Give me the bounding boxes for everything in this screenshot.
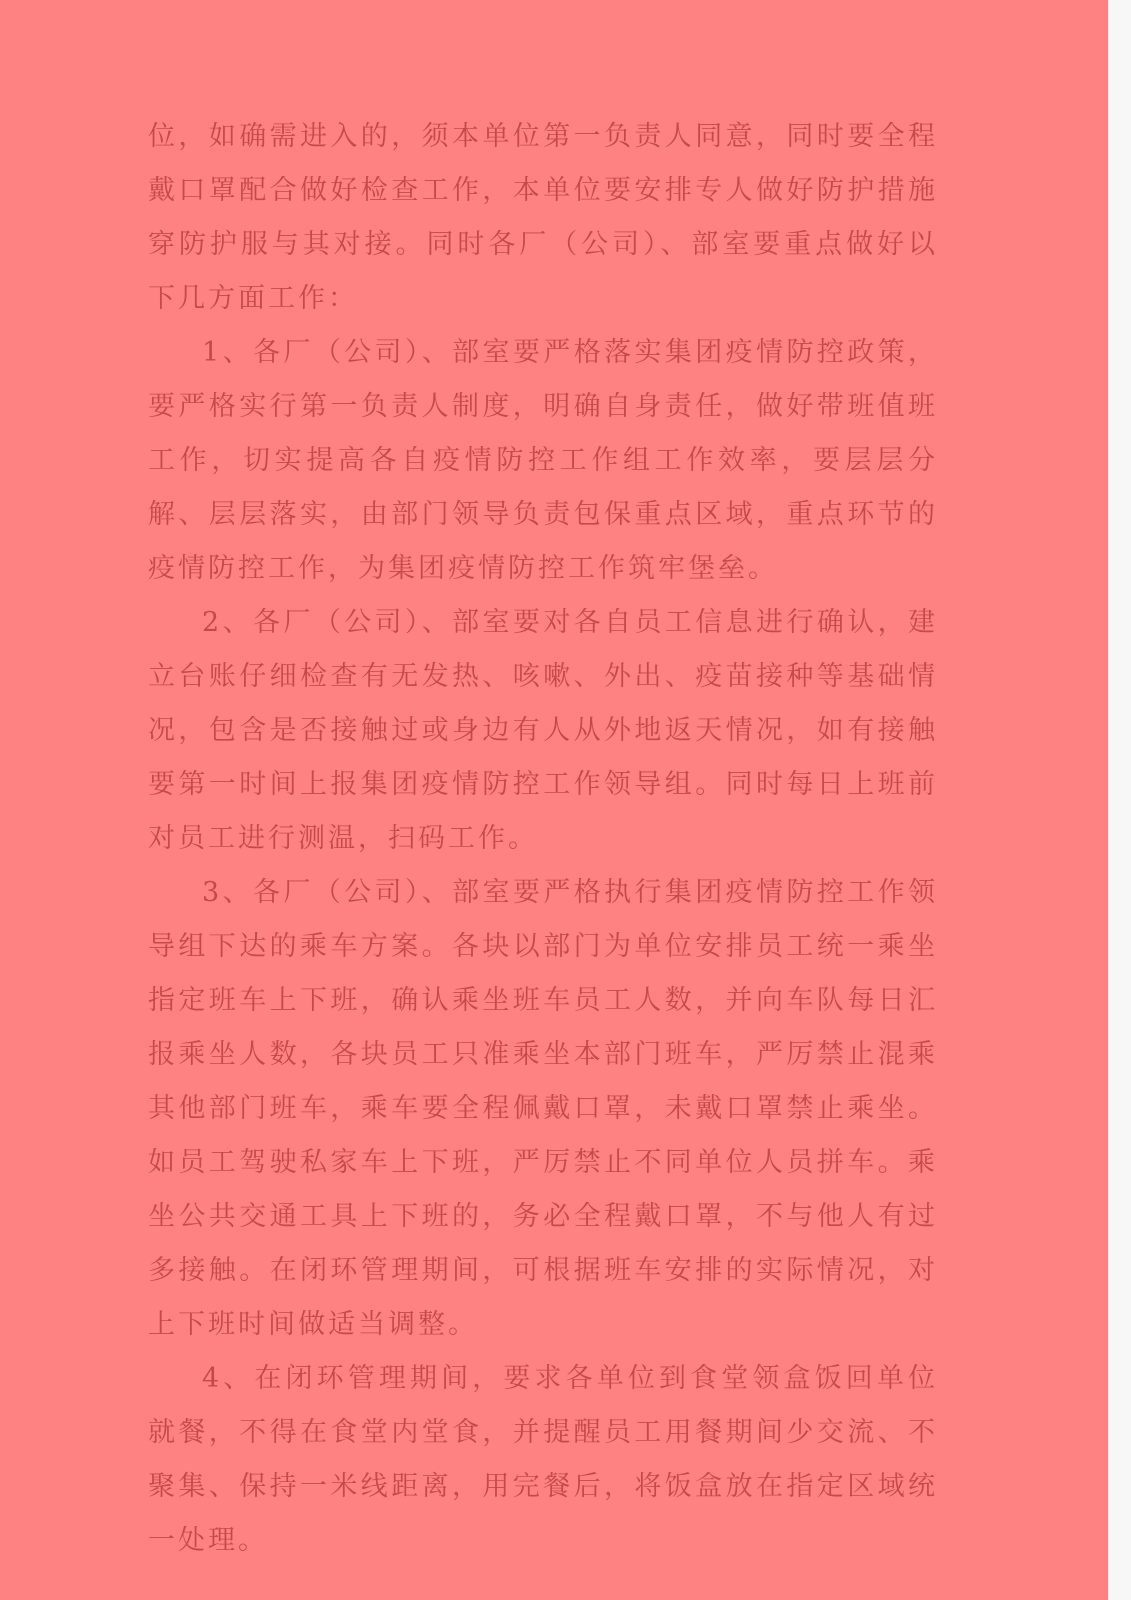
scan-margin [1108, 0, 1131, 1600]
document-body [148, 110, 938, 1568]
paragraph-item-3: 3、各厂（公司）、部室要严格执行集团疫情防控工作领导组下达的乘车方案。各块以部门为单位安排员工统一乘坐指定班车上下班，确认乘坐班车员工人数，并向车队每日汇报乘坐人数，各块员工只准乘坐本部门班车，严厉禁止混乘其他部门班车，乘车要全程佩戴口罩，未戴口罩禁止乘坐。如员工驾驶私家车上下班，严厉禁止不同单位人员拼车。乘坐公共交通工具上下班的，务必全程戴口罩，不与他人有过多接触。在闭环管理期间，可根据班车安排的实际情况，对上下班时间做适当调整。 [148, 877, 938, 1340]
paragraph-item-2: 2、各厂（公司）、部室要对各自员工信息进行确认，建立台账仔细检查有无发热、咳嗽、外出、疫苗接种等基础情况，包含是否接触过或身边有人从外地返天情况，如有接触要第一时间上报集团疫情防控工作领导组。同时每日上班前对员工进行测温，扫码工作。 [148, 607, 938, 854]
paragraph-item-1: 1、各厂（公司）、部室要严格落实集团疫情防控政策，要严格实行第一负责人制度，明确自身责任，做好带班值班工作，切实提高各自疫情防控工作组工作效率，要层层分解、层层落实，由部门领导负责包保重点区域，重点环节的疫情防控工作，为集团疫情防控工作筑牢堡垒。 [148, 337, 938, 584]
paragraph-item-4: 4、在闭环管理期间，要求各单位到食堂领盒饭回单位就餐，不得在食堂内堂食，并提醒员工用餐期间少交流、不聚集、保持一米线距离，用完餐后，将饭盒放在指定区域统一处理。 [148, 1363, 938, 1556]
paragraph-continuation: 位，如确需进入的，须本单位第一负责人同意，同时要全程戴口罩配合做好检查工作，本单位要安排专人做好防护措施穿防护服与其对接。同时各厂（公司）、部室要重点做好以下几方面工作： [148, 121, 938, 314]
